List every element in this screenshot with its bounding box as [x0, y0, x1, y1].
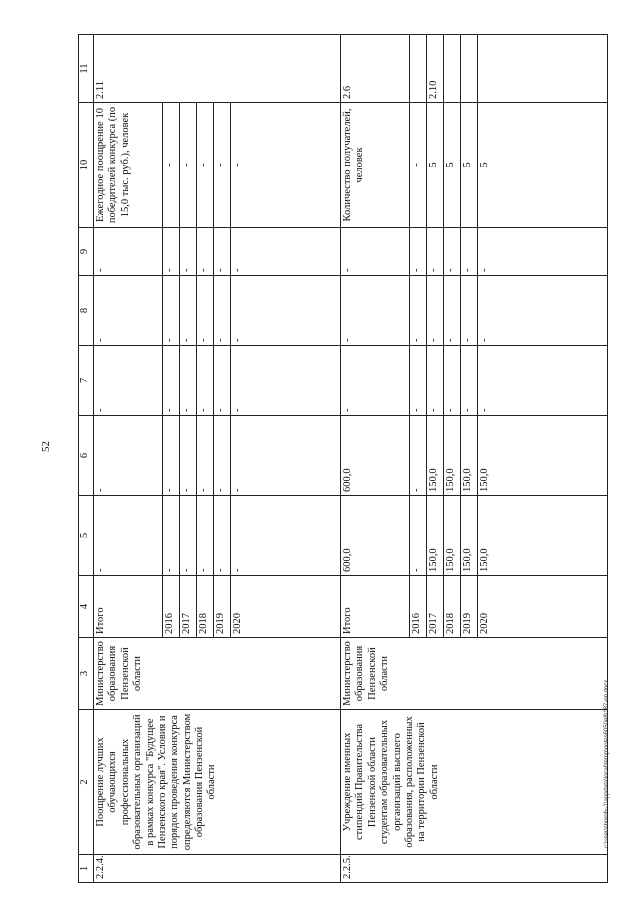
- indicator-code: 2.10: [427, 35, 444, 103]
- value-cell: -: [163, 346, 180, 416]
- year-cell: 2017: [427, 576, 444, 638]
- value-cell: -: [231, 276, 341, 346]
- value-cell: -: [461, 346, 478, 416]
- value-cell: -: [214, 346, 231, 416]
- table-row: [94, 35, 163, 883]
- value-cell: 150,0: [461, 416, 478, 496]
- value-cell: [410, 35, 427, 103]
- value-cell: -: [341, 276, 410, 346]
- indicator-code: 2.11: [94, 35, 341, 103]
- table-row: [341, 35, 410, 883]
- executor: Министерство образования Пензенской области: [341, 638, 608, 710]
- column-header: 11: [79, 35, 94, 103]
- value-cell: -: [163, 276, 180, 346]
- value-cell: -: [163, 496, 180, 576]
- year-cell: 2016: [163, 576, 180, 638]
- program-table-sheet: [78, 35, 604, 883]
- value-cell: 150,0: [478, 496, 608, 576]
- value-cell: -: [231, 416, 341, 496]
- value-cell: -: [427, 276, 444, 346]
- value-cell: -: [341, 228, 410, 276]
- column-header: 5: [79, 496, 94, 576]
- value-cell: 150,0: [444, 496, 461, 576]
- activity-name: Учреждение именных стипендий Правительства Пензенской области студентам образовательных организаций высшего образования, расположенных на территории Пензенской области: [341, 710, 608, 855]
- year-cell: 2019: [214, 576, 231, 638]
- value-cell: [444, 35, 461, 103]
- value-cell: -: [444, 346, 461, 416]
- value-cell: -: [478, 346, 608, 416]
- column-header: 4: [79, 576, 94, 638]
- value-cell: -: [197, 496, 214, 576]
- indicator-code: 2.6: [341, 35, 410, 103]
- value-cell: 150,0: [444, 416, 461, 496]
- value-cell: -: [231, 346, 341, 416]
- value-cell: -: [94, 416, 163, 496]
- value-cell: -: [478, 228, 608, 276]
- footer-file-path: c:\users\boroh~1\appdata\local\temp\notes6050e8\187-nn.docx: [604, 679, 610, 848]
- indicator-name: Ежегодное поощрение 10 победителей конкурса (по 15,0 тыс. руб.), человек: [94, 103, 163, 228]
- activity-name: Поощрение лучших обучающихся профессиональных образовательных организаций в рамках конкурса "Будущее Пензенского края". Условия и порядок проведения конкурса определяются Министерством образования Пензенской области: [94, 710, 341, 855]
- value-cell: -: [410, 228, 427, 276]
- indicator-name: Количество получателей, человек: [341, 103, 410, 228]
- item-number: 2.2.5.: [341, 855, 608, 883]
- value-cell: -: [461, 276, 478, 346]
- item-number: 2.2.4.: [94, 855, 341, 883]
- column-header: 2: [79, 710, 94, 855]
- column-header: 1: [79, 855, 94, 883]
- value-cell: -: [180, 416, 197, 496]
- value-cell: -: [410, 103, 427, 228]
- column-header: 7: [79, 346, 94, 416]
- value-cell: -: [478, 276, 608, 346]
- page-number: 52: [40, 441, 52, 452]
- value-cell: 5: [444, 103, 461, 228]
- value-cell: -: [197, 103, 214, 228]
- value-cell: -: [410, 416, 427, 496]
- value-cell: -: [444, 276, 461, 346]
- value-cell: -: [444, 228, 461, 276]
- column-header: 10: [79, 103, 94, 228]
- year-cell: 2019: [461, 576, 478, 638]
- value-cell: -: [461, 228, 478, 276]
- value-cell: [461, 35, 478, 103]
- value-cell: 600,0: [341, 496, 410, 576]
- value-cell: -: [197, 228, 214, 276]
- value-cell: -: [427, 346, 444, 416]
- column-number-row: [79, 35, 94, 883]
- executor: Министерство образования Пензенской области: [94, 638, 341, 710]
- value-cell: -: [180, 496, 197, 576]
- value-cell: -: [231, 228, 341, 276]
- value-cell: -: [231, 103, 341, 228]
- value-cell: -: [180, 103, 197, 228]
- year-cell: Итого: [94, 576, 163, 638]
- value-cell: -: [197, 416, 214, 496]
- value-cell: -: [231, 496, 341, 576]
- value-cell: -: [214, 228, 231, 276]
- value-cell: -: [410, 346, 427, 416]
- value-cell: -: [163, 103, 180, 228]
- value-cell: -: [427, 228, 444, 276]
- year-cell: 2017: [180, 576, 197, 638]
- value-cell: 5: [427, 103, 444, 228]
- program-table: [78, 34, 608, 883]
- year-cell: 2020: [231, 576, 341, 638]
- value-cell: -: [180, 276, 197, 346]
- value-cell: 150,0: [427, 496, 444, 576]
- value-cell: 5: [478, 103, 608, 228]
- value-cell: -: [214, 103, 231, 228]
- column-header: 3: [79, 638, 94, 710]
- value-cell: -: [180, 228, 197, 276]
- column-header: 9: [79, 228, 94, 276]
- value-cell: 150,0: [461, 496, 478, 576]
- value-cell: -: [214, 496, 231, 576]
- value-cell: -: [94, 276, 163, 346]
- value-cell: -: [94, 496, 163, 576]
- year-cell: 2020: [478, 576, 608, 638]
- value-cell: 5: [461, 103, 478, 228]
- value-cell: -: [180, 346, 197, 416]
- value-cell: -: [163, 416, 180, 496]
- value-cell: -: [341, 346, 410, 416]
- value-cell: -: [163, 228, 180, 276]
- year-cell: 2018: [197, 576, 214, 638]
- value-cell: -: [410, 496, 427, 576]
- value-cell: -: [214, 416, 231, 496]
- value-cell: 150,0: [478, 416, 608, 496]
- year-cell: Итого: [341, 576, 410, 638]
- column-header: 8: [79, 276, 94, 346]
- value-cell: [478, 35, 608, 103]
- value-cell: -: [410, 276, 427, 346]
- value-cell: -: [94, 228, 163, 276]
- value-cell: -: [214, 276, 231, 346]
- column-header: 6: [79, 416, 94, 496]
- value-cell: 600,0: [341, 416, 410, 496]
- value-cell: -: [94, 346, 163, 416]
- value-cell: -: [197, 276, 214, 346]
- year-cell: 2018: [444, 576, 461, 638]
- value-cell: 150,0: [427, 416, 444, 496]
- year-cell: 2016: [410, 576, 427, 638]
- value-cell: -: [197, 346, 214, 416]
